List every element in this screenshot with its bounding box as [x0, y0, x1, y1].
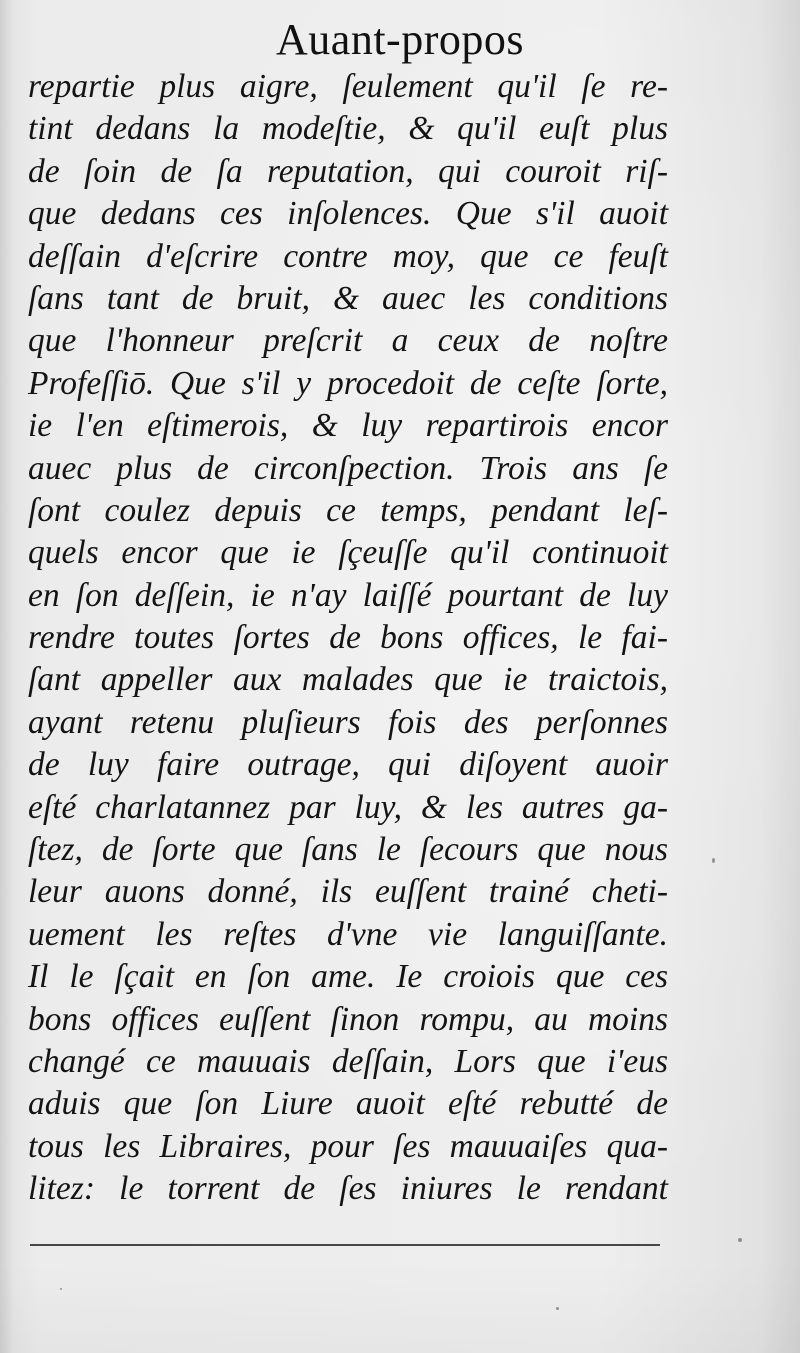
text-line: ſtez, de ſorte que ſans le ſecours que nous [28, 831, 668, 869]
text-line: tint dedans la modeſtie, & qu'il euſt plus [28, 110, 668, 148]
text-line: ie l'en eſtimerois, & luy repartirois encor [28, 407, 668, 445]
text-line: ſans tant de bruit, & auec les conditions [28, 279, 668, 317]
text-line: uement les reſtes d'vne vie languiſſante. [28, 915, 668, 953]
text-line: litez: le torrent de ſes iniures le rendant [28, 1170, 668, 1208]
text-line: de luy faire outrage, qui diſoyent auoir [28, 746, 668, 784]
paper-speck [738, 1238, 742, 1242]
text-line: leur auons donné, ils euſſent trainé cheti- [28, 873, 668, 911]
text-line: Profeſſiō. Que s'il y procedoit de ceſte ſorte, [28, 364, 668, 402]
text-line: ſant appeller aux malades que ie traictois, [28, 661, 668, 699]
page-shading [0, 1262, 800, 1353]
text-line: quels encor que ie ſçeuſſe qu'il continuoit [28, 534, 668, 572]
text-line: Il le ſçait en ſon ame. Ie croiois que ces [28, 958, 668, 996]
body-text [28, 66, 668, 1211]
text-line: eſté charlatannez par luy, & les autres ga- [28, 788, 668, 826]
text-line: repartie plus aigre, ſeulement qu'il ſe re- [28, 68, 668, 105]
text-line: de ſoin de ſa reputation, qui couroit riſ- [28, 152, 668, 190]
text-line: changé ce mauuais deſſain, Lors que i'eus [28, 1042, 668, 1080]
bottom-rule [30, 1244, 660, 1246]
running-head: Auant-propos [276, 15, 524, 64]
text-line: bons offices euſſent ſinon rompu, au moins [28, 1000, 668, 1038]
text-line: rendre toutes ſortes de bons offices, le fai- [28, 619, 668, 657]
text-line: deſſain d'eſcrire contre moy, que ce feuſt [28, 237, 668, 275]
text-line: ayant retenu pluſieurs fois des perſonnes [28, 703, 668, 741]
text-line: aduis que ſon Liure auoit eſté rebutté de [28, 1085, 668, 1123]
text-line: que l'honneur preſcrit a ceux de noſtre [28, 322, 668, 360]
text-line: tous les Libraires, pour ſes mauuaiſes qua- [28, 1127, 668, 1165]
text-line: auec plus de circonſpection. Trois ans ſe [28, 449, 668, 487]
text-line: en ſon deſſein, ie n'ay laiſſé pourtant de luy [28, 576, 668, 614]
text-line: ſont coulez depuis ce temps, pendant leſ- [28, 491, 668, 529]
text-line: que dedans ces inſolences. Que s'il auoit [28, 195, 668, 233]
paper-speck [712, 858, 715, 863]
